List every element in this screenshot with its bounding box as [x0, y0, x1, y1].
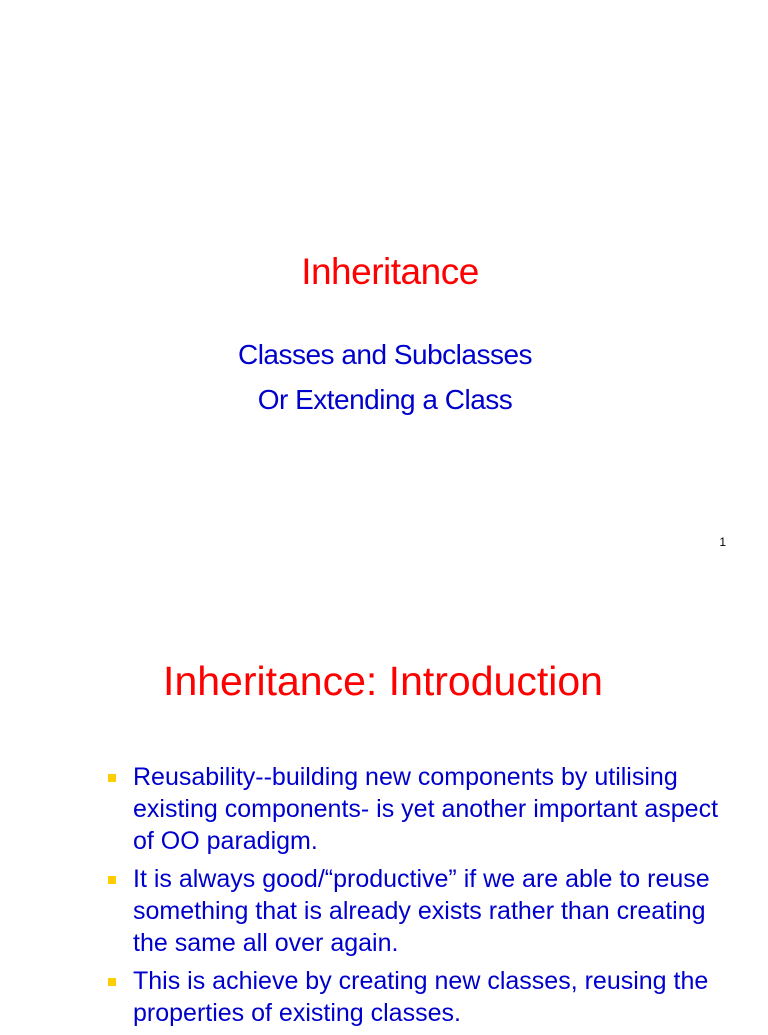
square-bullet-icon — [108, 876, 116, 884]
bullet-item — [0, 863, 768, 959]
slide-subtitle-line-1: Classes and Subclasses — [237, 339, 533, 370]
square-bullet-icon — [108, 774, 116, 782]
bullet-text: This is achieve by creating new classes, reusing the properties of existing classes. — [133, 967, 709, 1027]
bullet-list — [0, 761, 768, 1035]
slide-title: Inheritance — [301, 251, 479, 292]
bullet-text: It is always good/“productive” if we are able to reuse something that is already exists rather than creating the same all over again. — [133, 865, 710, 957]
bullet-item — [0, 761, 768, 857]
slide-subtitle-line-2: Or Extending a Class — [257, 384, 513, 415]
slide-title: Inheritance: Introduction — [163, 658, 603, 704]
bullet-text: Reusability--building new components by utilising existing components- is yet another important aspect of OO paradigm. — [133, 763, 719, 855]
square-bullet-icon — [108, 978, 116, 986]
page-number: 1 — [719, 535, 726, 549]
bullet-item — [0, 965, 768, 1029]
